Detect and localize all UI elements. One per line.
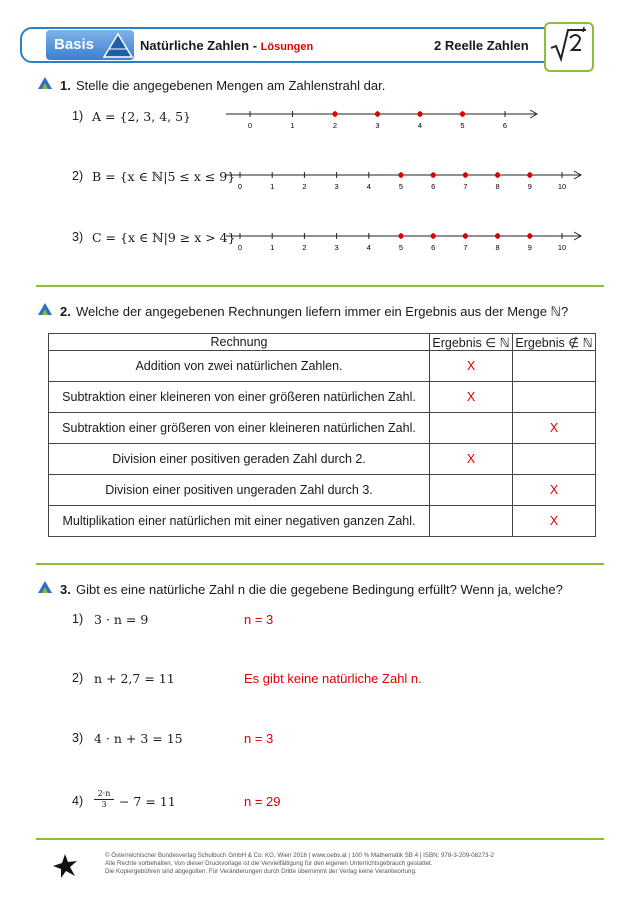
- not-in-n-cell: X: [513, 506, 596, 537]
- marked-point: [398, 233, 403, 238]
- section-divider: [36, 285, 604, 287]
- answer-3: n = 3: [244, 731, 274, 746]
- tick-label: 5: [398, 243, 404, 252]
- sqrt-logo: [544, 22, 594, 72]
- fraction-denominator: 3: [101, 800, 107, 809]
- tick-label: 10: [557, 243, 567, 252]
- answer-2: Es gibt keine natürliche Zahl n.: [244, 671, 422, 686]
- in-n-cell: [430, 413, 513, 444]
- not-in-n-cell: X: [513, 475, 596, 506]
- not-in-n-cell: [513, 351, 596, 382]
- answer-4: n = 29: [244, 794, 281, 809]
- task1-text: Stelle die angegebenen Mengen am Zahlenstrahl dar.: [76, 78, 386, 93]
- calc-cell: Division einer positiven geraden Zahl durch 2.: [49, 444, 430, 475]
- set-b-expr: B = {x ∈ ℕ|5 ≤ x ≤ 9}: [92, 169, 236, 184]
- marked-point: [495, 233, 500, 238]
- in-n-cell: [430, 475, 513, 506]
- tick-label: 7: [463, 182, 468, 191]
- tick-label: 9: [527, 243, 532, 252]
- table-row: [49, 382, 596, 413]
- table-row: [49, 506, 596, 537]
- col-header: Ergebnis ∉ ℕ: [513, 334, 596, 351]
- tick-label: 0: [247, 121, 253, 130]
- tick-label: 6: [502, 121, 508, 130]
- set-c-expr: C = {x ∈ ℕ|9 ≥ x > 4}: [92, 230, 236, 245]
- publisher-logo-icon: [52, 853, 78, 879]
- task3-item-label: 3): [72, 731, 84, 745]
- col-header: Rechnung: [49, 334, 430, 351]
- calc-cell: Division einer positiven ungeraden Zahl durch 3.: [49, 475, 430, 506]
- task1-item-label: 1): [72, 109, 84, 123]
- marked-point: [332, 111, 337, 116]
- set-a-expr: A = {2, 3, 4, 5}: [92, 109, 192, 124]
- not-in-n-cell: [513, 382, 596, 413]
- tick-label: 8: [495, 182, 500, 191]
- task1-item-label: 2): [72, 169, 84, 183]
- tick-label: 3: [334, 182, 339, 191]
- footer-divider: [36, 838, 604, 840]
- tick-label: 4: [417, 121, 423, 130]
- number-line-b: [220, 167, 590, 193]
- fraction-numerator: 2·n: [94, 789, 114, 800]
- equation-3: 4 · n + 3 = 15: [94, 731, 183, 746]
- chapter-title: 2 Reelle Zahlen: [434, 38, 529, 53]
- marked-point: [431, 172, 436, 177]
- table-row: [49, 475, 596, 506]
- tick-label: 1: [270, 182, 275, 191]
- tick-label: 5: [460, 121, 465, 130]
- tick-label: 10: [557, 182, 567, 191]
- footer-line: Die Kopiergebühren sind abgegolten. Für Veränderungen durch Dritte übernimmt der Verlag keine Verantwortung.: [105, 867, 417, 875]
- page-title: Natürliche Zahlen - Lösungen: [140, 38, 314, 53]
- tick-label: 3: [334, 243, 339, 252]
- marked-point: [375, 111, 380, 116]
- marked-point: [417, 111, 422, 116]
- tick-label: 2: [302, 243, 307, 252]
- section-divider: [36, 563, 604, 565]
- table-row: [49, 413, 596, 444]
- number-line-a: [220, 106, 550, 132]
- footer-line: Alle Rechte vorbehalten. Von dieser Druckvorlage ist die Vervielfältigung für den eigenen Unterrichtsgebrauch gestattet.: [105, 859, 433, 867]
- task2-text: Welche der angegebenen Rechnungen liefern immer ein Ergebnis aus der Menge ℕ?: [76, 304, 569, 319]
- tick-label: 8: [495, 243, 500, 252]
- task3-item-label: 4): [72, 794, 84, 808]
- in-n-cell: X: [430, 382, 513, 413]
- marked-point: [463, 172, 468, 177]
- tick-label: 2: [332, 121, 338, 130]
- marked-point: [527, 233, 532, 238]
- tick-label: 6: [431, 182, 436, 191]
- tick-label: 0: [237, 182, 243, 191]
- tick-label: 4: [366, 182, 371, 191]
- solutions-label: Lösungen: [260, 41, 314, 53]
- number-line-c: [220, 228, 590, 254]
- calc-cell: Multiplikation einer natürlichen mit einer negativen ganzen Zahl.: [49, 506, 430, 537]
- in-n-cell: X: [430, 444, 513, 475]
- not-in-n-cell: X: [513, 413, 596, 444]
- tick-label: 7: [463, 243, 468, 252]
- footer-line: © Österreichischer Bundesverlag Schulbuch GmbH & Co. KG, Wien 2016 | www.oebv.at | 100 % Mathematik SB 4 | ISBN: 978-3-209-08273-2: [105, 852, 494, 859]
- in-n-cell: X: [430, 351, 513, 382]
- not-in-n-cell: [513, 444, 596, 475]
- calc-cell: Addition von zwei natürlichen Zahlen.: [49, 351, 430, 382]
- col-header: Ergebnis ∈ ℕ: [430, 334, 513, 351]
- tick-label: 9: [527, 182, 532, 191]
- answer-1: n = 3: [244, 612, 274, 627]
- tick-label: 2: [302, 182, 307, 191]
- equation-1: 3 · n = 9: [94, 612, 149, 627]
- equation-2: n + 2,7 = 11: [94, 671, 175, 686]
- tick-label: 0: [237, 243, 243, 252]
- marked-point: [463, 233, 468, 238]
- marked-point: [398, 172, 403, 177]
- task3-number: 3.: [60, 582, 71, 597]
- tick-label: 1: [270, 243, 275, 252]
- calc-cell: Subtraktion einer größeren von einer kleineren natürlichen Zahl.: [49, 413, 430, 444]
- task1-number: 1.: [60, 78, 71, 93]
- results-table: [48, 333, 596, 537]
- in-n-cell: [430, 506, 513, 537]
- equation-4-fraction: [94, 789, 114, 810]
- tick-label: 1: [290, 121, 295, 130]
- table-header-row: [49, 334, 596, 351]
- calc-cell: Subtraktion einer kleineren von einer größeren natürlichen Zahl.: [49, 382, 430, 413]
- marked-point: [495, 172, 500, 177]
- task3-text: Gibt es eine natürliche Zahl n die die gegebene Bedingung erfüllt? Wenn ja, welche?: [76, 582, 563, 597]
- equation-4-rest: − 7 = 11: [115, 794, 176, 809]
- task3-item-label: 1): [72, 612, 84, 626]
- footer-copyright: [105, 852, 494, 875]
- tick-label: 5: [398, 182, 404, 191]
- marked-point: [460, 111, 465, 116]
- task-level-icon: [38, 581, 52, 593]
- task-level-icon: [38, 77, 52, 89]
- tick-label: 3: [375, 121, 380, 130]
- task2-number: 2.: [60, 304, 71, 319]
- task-level-icon: [38, 303, 52, 315]
- tick-label: 6: [431, 243, 436, 252]
- table-row: [49, 351, 596, 382]
- table-row: [49, 444, 596, 475]
- marked-point: [431, 233, 436, 238]
- tick-label: 4: [366, 243, 371, 252]
- marked-point: [527, 172, 532, 177]
- task1-item-label: 3): [72, 230, 84, 244]
- task3-item-label: 2): [72, 671, 84, 685]
- basis-label: Basis: [54, 36, 95, 53]
